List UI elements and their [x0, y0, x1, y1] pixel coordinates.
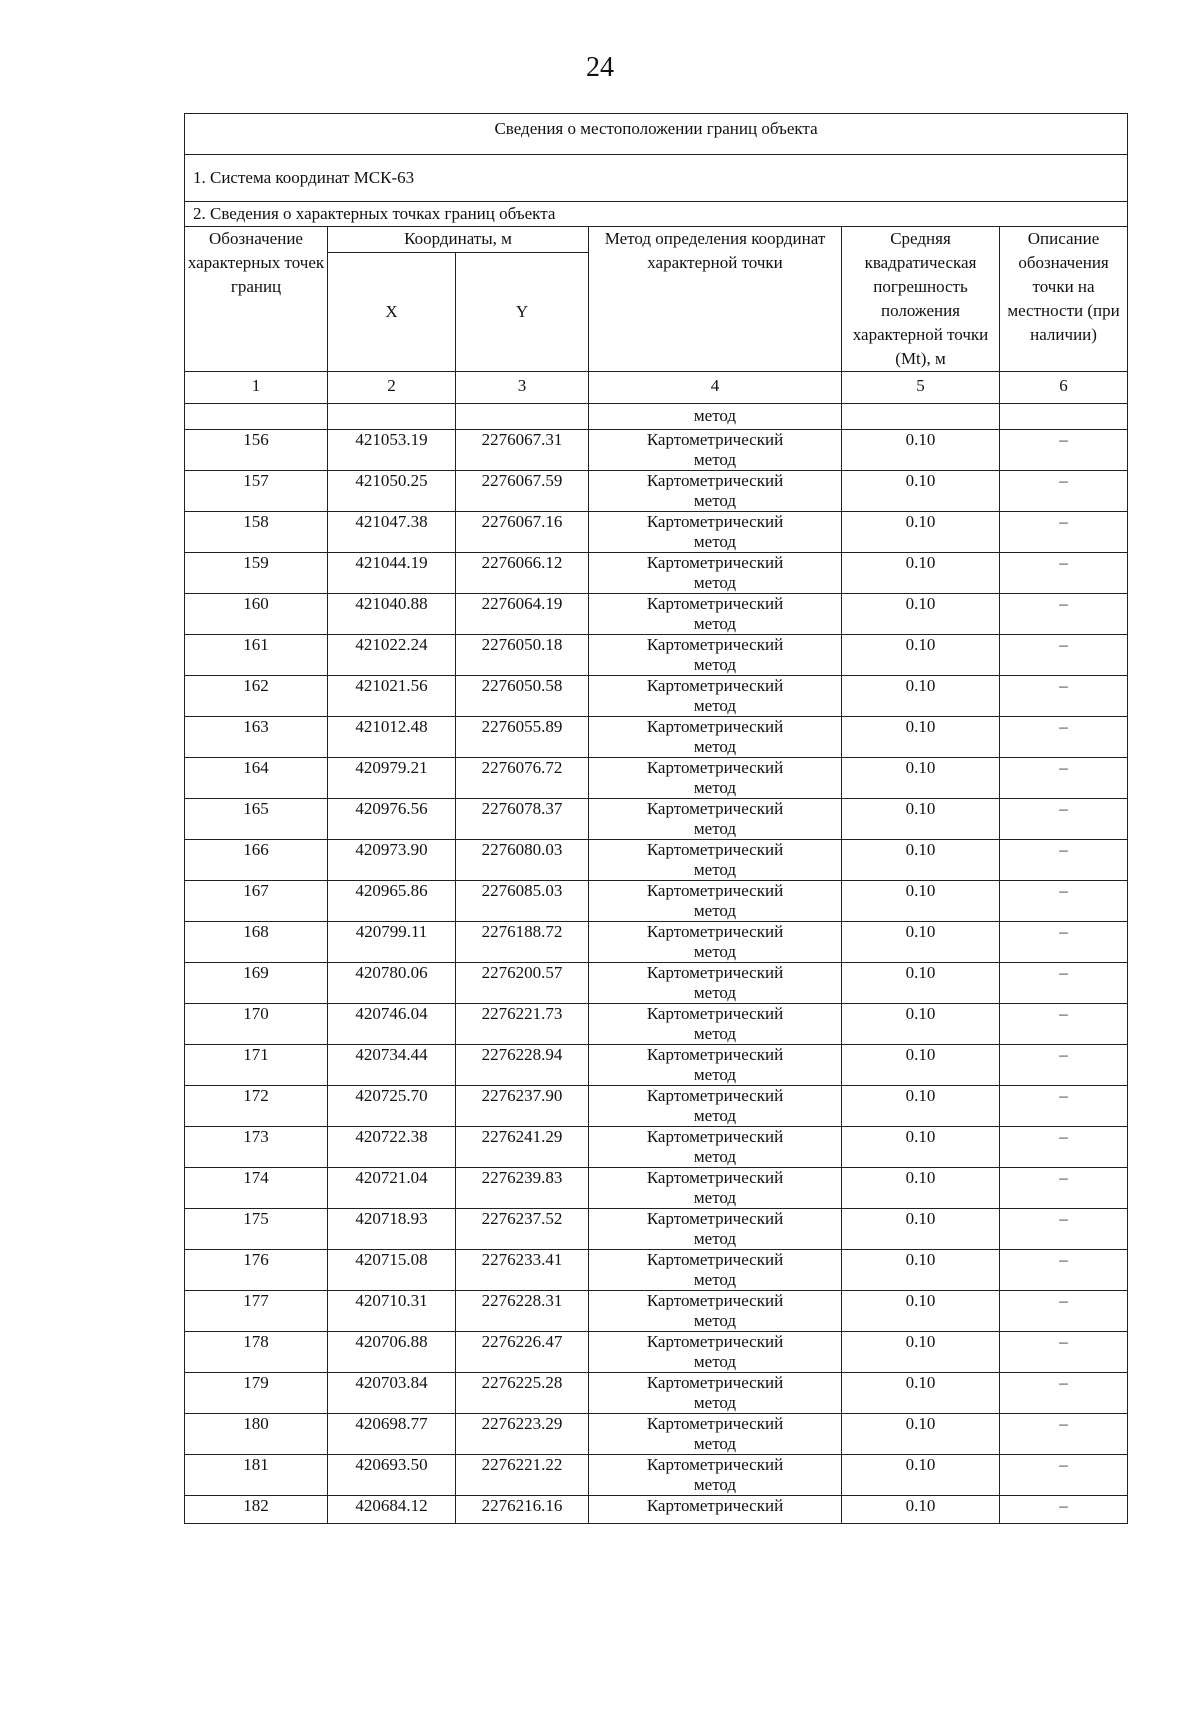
point-designation: 176 — [185, 1250, 328, 1291]
header-method: Метод определения координат характерной точки — [589, 227, 842, 372]
error-value: 0.10 — [842, 1127, 1000, 1168]
coord-x: 420734.44 — [328, 1045, 456, 1086]
method-line-1: Картометрический — [646, 1004, 784, 1023]
column-number: 3 — [456, 372, 589, 404]
method-cell — [589, 1168, 842, 1209]
header-error — [842, 227, 1000, 372]
point-designation: 159 — [185, 553, 328, 594]
point-designation: 164 — [185, 758, 328, 799]
coord-y: 2276050.18 — [456, 635, 589, 676]
method-cell: Картометрический — [589, 1496, 842, 1524]
method-line-1: Картометрический — [646, 1332, 784, 1351]
coord-x: 420965.86 — [328, 881, 456, 922]
description-value: – — [1000, 471, 1128, 512]
method-line-2: метод — [693, 901, 737, 920]
description-value: – — [1000, 1004, 1128, 1045]
point-designation: 178 — [185, 1332, 328, 1373]
coord-y: 2276216.16 — [456, 1496, 589, 1524]
coord-y: 2276226.47 — [456, 1332, 589, 1373]
coord-y: 2276237.52 — [456, 1209, 589, 1250]
table-row — [185, 1045, 1128, 1086]
method-cell — [589, 1250, 842, 1291]
description-value: – — [1000, 799, 1128, 840]
error-value: 0.10 — [842, 594, 1000, 635]
point-designation: 163 — [185, 717, 328, 758]
method-cell — [589, 1455, 842, 1496]
description-value: – — [1000, 430, 1128, 471]
method-cell — [589, 1004, 842, 1045]
column-number-row — [185, 372, 1128, 404]
table-row — [185, 1291, 1128, 1332]
description-value: – — [1000, 963, 1128, 1004]
method-line-2: метод — [693, 1065, 737, 1084]
section-heading: 2. Сведения о характерных точках границ объекта — [185, 202, 1128, 227]
method-line-2: метод — [693, 655, 737, 674]
method-line-2: метод — [693, 1188, 737, 1207]
method-line-1: Картометрический — [646, 471, 784, 490]
error-value: 0.10 — [842, 1086, 1000, 1127]
description-value: – — [1000, 1250, 1128, 1291]
continuation-row — [185, 404, 1128, 430]
method-line-2: метод — [693, 573, 737, 592]
header-designation: Обозначение характерных точек границ — [185, 227, 328, 372]
table-row — [185, 1455, 1128, 1496]
description-value: – — [1000, 840, 1128, 881]
coord-y: 2276188.72 — [456, 922, 589, 963]
method-cell — [589, 1086, 842, 1127]
coord-y: 2276228.31 — [456, 1291, 589, 1332]
method-line-1: Картометрический — [646, 553, 784, 572]
table-row — [185, 1496, 1128, 1524]
method-line-1: Картометрический — [646, 1250, 784, 1269]
method-line-2: метод — [693, 532, 737, 551]
method-line-1: Картометрический — [646, 1414, 784, 1433]
error-value: 0.10 — [842, 1291, 1000, 1332]
description-value: – — [1000, 1045, 1128, 1086]
method-cell — [589, 881, 842, 922]
column-number: 5 — [842, 372, 1000, 404]
method-line-1: Картометрический — [646, 1455, 784, 1474]
table-row — [185, 963, 1128, 1004]
method-cell — [589, 1045, 842, 1086]
method-line-2: метод — [693, 1270, 737, 1289]
coord-x: 420973.90 — [328, 840, 456, 881]
table-row — [185, 512, 1128, 553]
column-number: 6 — [1000, 372, 1128, 404]
point-designation: 175 — [185, 1209, 328, 1250]
coord-x: 421040.88 — [328, 594, 456, 635]
method-line-2: метод — [693, 1024, 737, 1043]
table-row — [185, 922, 1128, 963]
method-line-2: метод — [693, 614, 737, 633]
coord-x: 420718.93 — [328, 1209, 456, 1250]
description-value: – — [1000, 1496, 1128, 1524]
description-value: – — [1000, 1168, 1128, 1209]
method-cell — [589, 635, 842, 676]
method-line-1: Картометрический — [646, 676, 784, 695]
continuation-method: метод — [589, 404, 842, 430]
table-row — [185, 594, 1128, 635]
coordinate-system: 1. Система координат МСК-63 — [185, 155, 1128, 202]
error-value: 0.10 — [842, 471, 1000, 512]
error-value: 0.10 — [842, 512, 1000, 553]
header-x: X — [328, 252, 456, 371]
method-line-2: метод — [693, 860, 737, 879]
point-designation: 168 — [185, 922, 328, 963]
method-cell — [589, 1209, 842, 1250]
description-value: – — [1000, 676, 1128, 717]
point-designation: 166 — [185, 840, 328, 881]
table-row — [185, 1086, 1128, 1127]
method-line-1: Картометрический — [646, 799, 784, 818]
coord-x: 420710.31 — [328, 1291, 456, 1332]
coord-y: 2276237.90 — [456, 1086, 589, 1127]
method-line-2: метод — [693, 942, 737, 961]
method-line-1: Картометрический — [646, 881, 784, 900]
coord-y: 2276067.16 — [456, 512, 589, 553]
table-row — [185, 1004, 1128, 1045]
coord-x: 421050.25 — [328, 471, 456, 512]
description-value: – — [1000, 1209, 1128, 1250]
method-cell — [589, 1127, 842, 1168]
coord-x: 420976.56 — [328, 799, 456, 840]
point-designation: 169 — [185, 963, 328, 1004]
point-designation: 172 — [185, 1086, 328, 1127]
table-row — [185, 1168, 1128, 1209]
method-line-2: метод — [693, 450, 737, 469]
method-line-2: метод — [693, 696, 737, 715]
method-cell — [589, 758, 842, 799]
method-line-2: метод — [693, 983, 737, 1002]
coord-x: 420799.11 — [328, 922, 456, 963]
description-value: – — [1000, 717, 1128, 758]
method-line-1: Картометрический — [646, 717, 784, 736]
description-value: – — [1000, 1373, 1128, 1414]
method-cell — [589, 512, 842, 553]
coord-x: 420979.21 — [328, 758, 456, 799]
error-value: 0.10 — [842, 430, 1000, 471]
coord-y: 2276055.89 — [456, 717, 589, 758]
point-designation: 160 — [185, 594, 328, 635]
coord-x: 421047.38 — [328, 512, 456, 553]
point-designation: 161 — [185, 635, 328, 676]
point-designation: 171 — [185, 1045, 328, 1086]
method-line-1: Картометрический — [646, 758, 784, 777]
point-designation: 180 — [185, 1414, 328, 1455]
method-cell — [589, 1414, 842, 1455]
description-value: – — [1000, 594, 1128, 635]
coord-y: 2276067.59 — [456, 471, 589, 512]
method-line-1: Картометрический — [646, 963, 784, 982]
table-row — [185, 1332, 1128, 1373]
error-value: 0.10 — [842, 963, 1000, 1004]
coord-y: 2276064.19 — [456, 594, 589, 635]
table-row — [185, 840, 1128, 881]
coord-x: 421021.56 — [328, 676, 456, 717]
method-line-1: Картометрический — [646, 594, 784, 613]
method-line-2: метод — [693, 819, 737, 838]
coord-y: 2276241.29 — [456, 1127, 589, 1168]
method-line-2: метод — [693, 1311, 737, 1330]
method-line-2: метод — [693, 491, 737, 510]
coord-x: 421044.19 — [328, 553, 456, 594]
error-value: 0.10 — [842, 1332, 1000, 1373]
method-line-2: метод — [693, 1229, 737, 1248]
coord-x: 420715.08 — [328, 1250, 456, 1291]
coord-y: 2276233.41 — [456, 1250, 589, 1291]
method-cell — [589, 594, 842, 635]
method-cell — [589, 922, 842, 963]
table-row — [185, 430, 1128, 471]
coord-x: 421012.48 — [328, 717, 456, 758]
page-number: 24 — [586, 52, 614, 83]
coord-y: 2276078.37 — [456, 799, 589, 840]
error-value: 0.10 — [842, 1496, 1000, 1524]
description-value: – — [1000, 881, 1128, 922]
coord-y: 2276223.29 — [456, 1414, 589, 1455]
method-line-2: метод — [693, 1393, 737, 1412]
method-line-2: метод — [693, 1352, 737, 1371]
method-line-1: Картометрический — [646, 840, 784, 859]
boundary-points-table — [184, 113, 1128, 1524]
point-designation: 177 — [185, 1291, 328, 1332]
table-row — [185, 758, 1128, 799]
table-row — [185, 881, 1128, 922]
error-value: 0.10 — [842, 1045, 1000, 1086]
error-value: 0.10 — [842, 881, 1000, 922]
header-y: Y — [456, 252, 589, 371]
coord-y: 2276067.31 — [456, 430, 589, 471]
method-line-1: Картометрический — [646, 512, 784, 531]
coord-x: 420721.04 — [328, 1168, 456, 1209]
description-value: – — [1000, 1127, 1128, 1168]
coord-x: 420698.77 — [328, 1414, 456, 1455]
method-cell — [589, 963, 842, 1004]
error-value: 0.10 — [842, 1209, 1000, 1250]
method-line-2: метод — [693, 1434, 737, 1453]
error-value: 0.10 — [842, 635, 1000, 676]
point-designation: 182 — [185, 1496, 328, 1524]
point-designation: 157 — [185, 471, 328, 512]
error-value: 0.10 — [842, 1168, 1000, 1209]
coord-y: 2276050.58 — [456, 676, 589, 717]
error-value: 0.10 — [842, 1250, 1000, 1291]
coord-y: 2276239.83 — [456, 1168, 589, 1209]
point-designation: 174 — [185, 1168, 328, 1209]
error-value: 0.10 — [842, 553, 1000, 594]
point-designation: 162 — [185, 676, 328, 717]
error-value: 0.10 — [842, 922, 1000, 963]
description-value: – — [1000, 1291, 1128, 1332]
description-value: – — [1000, 512, 1128, 553]
coord-x: 420780.06 — [328, 963, 456, 1004]
error-value: 0.10 — [842, 717, 1000, 758]
method-cell — [589, 799, 842, 840]
coord-x: 420746.04 — [328, 1004, 456, 1045]
error-value: 0.10 — [842, 1414, 1000, 1455]
method-line-1: Картометрический — [646, 1373, 784, 1392]
coord-y: 2276200.57 — [456, 963, 589, 1004]
method-cell — [589, 553, 842, 594]
description-value: – — [1000, 758, 1128, 799]
coord-y: 2276085.03 — [456, 881, 589, 922]
coord-x: 420684.12 — [328, 1496, 456, 1524]
coord-y: 2276225.28 — [456, 1373, 589, 1414]
table-title: Сведения о местоположении границ объекта — [185, 114, 1128, 155]
coord-x: 420725.70 — [328, 1086, 456, 1127]
method-line-1: Картометрический — [646, 1168, 784, 1187]
method-line-2: метод — [693, 1106, 737, 1125]
table-row — [185, 1373, 1128, 1414]
method-cell — [589, 1373, 842, 1414]
table-row — [185, 635, 1128, 676]
column-number: 2 — [328, 372, 456, 404]
column-number: 1 — [185, 372, 328, 404]
table-row — [185, 717, 1128, 758]
error-value: 0.10 — [842, 840, 1000, 881]
method-line-1: Картометрический — [646, 1086, 784, 1105]
coord-y: 2276080.03 — [456, 840, 589, 881]
header-description: Описание обозначения точки на местности (при наличии) — [1000, 227, 1128, 372]
table-row — [185, 1209, 1128, 1250]
point-designation: 167 — [185, 881, 328, 922]
method-line-2: метод — [693, 778, 737, 797]
table-row — [185, 1414, 1128, 1455]
error-value: 0.10 — [842, 758, 1000, 799]
method-line-2: метод — [693, 1475, 737, 1494]
error-value: 0.10 — [842, 1004, 1000, 1045]
method-cell — [589, 840, 842, 881]
description-value: – — [1000, 1414, 1128, 1455]
table-row — [185, 553, 1128, 594]
point-designation: 156 — [185, 430, 328, 471]
method-line-2: метод — [693, 1147, 737, 1166]
coord-x: 420703.84 — [328, 1373, 456, 1414]
description-value: – — [1000, 922, 1128, 963]
method-line-1: Картометрический — [646, 430, 784, 449]
description-value: – — [1000, 1332, 1128, 1373]
description-value: – — [1000, 1455, 1128, 1496]
method-line-1: Картометрический — [646, 1291, 784, 1310]
header-error-text: Средняя квадратическая погрешность положения характерной точки (Mt), м — [852, 229, 989, 368]
error-value: 0.10 — [842, 1455, 1000, 1496]
table-row — [185, 799, 1128, 840]
coord-x: 421022.24 — [328, 635, 456, 676]
description-value: – — [1000, 553, 1128, 594]
coord-y: 2276221.22 — [456, 1455, 589, 1496]
method-line-1: Картометрический — [646, 1045, 784, 1064]
header-coordinates: Координаты, м — [328, 227, 589, 253]
method-line-1: Картометрический — [646, 1209, 784, 1228]
column-number: 4 — [589, 372, 842, 404]
coord-x: 421053.19 — [328, 430, 456, 471]
coord-x: 420706.88 — [328, 1332, 456, 1373]
method-cell — [589, 430, 842, 471]
description-value: – — [1000, 635, 1128, 676]
method-cell — [589, 676, 842, 717]
method-line-1: Картометрический — [646, 922, 784, 941]
table-row — [185, 1127, 1128, 1168]
method-cell — [589, 717, 842, 758]
coord-y: 2276221.73 — [456, 1004, 589, 1045]
table-row — [185, 471, 1128, 512]
coord-x: 420693.50 — [328, 1455, 456, 1496]
method-line-1: Картометрический — [646, 635, 784, 654]
table-row — [185, 676, 1128, 717]
method-line-2: метод — [693, 737, 737, 756]
method-cell — [589, 1291, 842, 1332]
method-cell — [589, 1332, 842, 1373]
method-cell — [589, 471, 842, 512]
point-designation: 173 — [185, 1127, 328, 1168]
point-designation: 158 — [185, 512, 328, 553]
error-value: 0.10 — [842, 1373, 1000, 1414]
coord-y: 2276228.94 — [456, 1045, 589, 1086]
error-value: 0.10 — [842, 799, 1000, 840]
description-value: – — [1000, 1086, 1128, 1127]
point-designation: 181 — [185, 1455, 328, 1496]
error-value: 0.10 — [842, 676, 1000, 717]
table-row — [185, 1250, 1128, 1291]
point-designation: 170 — [185, 1004, 328, 1045]
coord-y: 2276066.12 — [456, 553, 589, 594]
method-line-1: Картометрический — [646, 1127, 784, 1146]
point-designation: 165 — [185, 799, 328, 840]
point-designation: 179 — [185, 1373, 328, 1414]
coord-x: 420722.38 — [328, 1127, 456, 1168]
coord-y: 2276076.72 — [456, 758, 589, 799]
